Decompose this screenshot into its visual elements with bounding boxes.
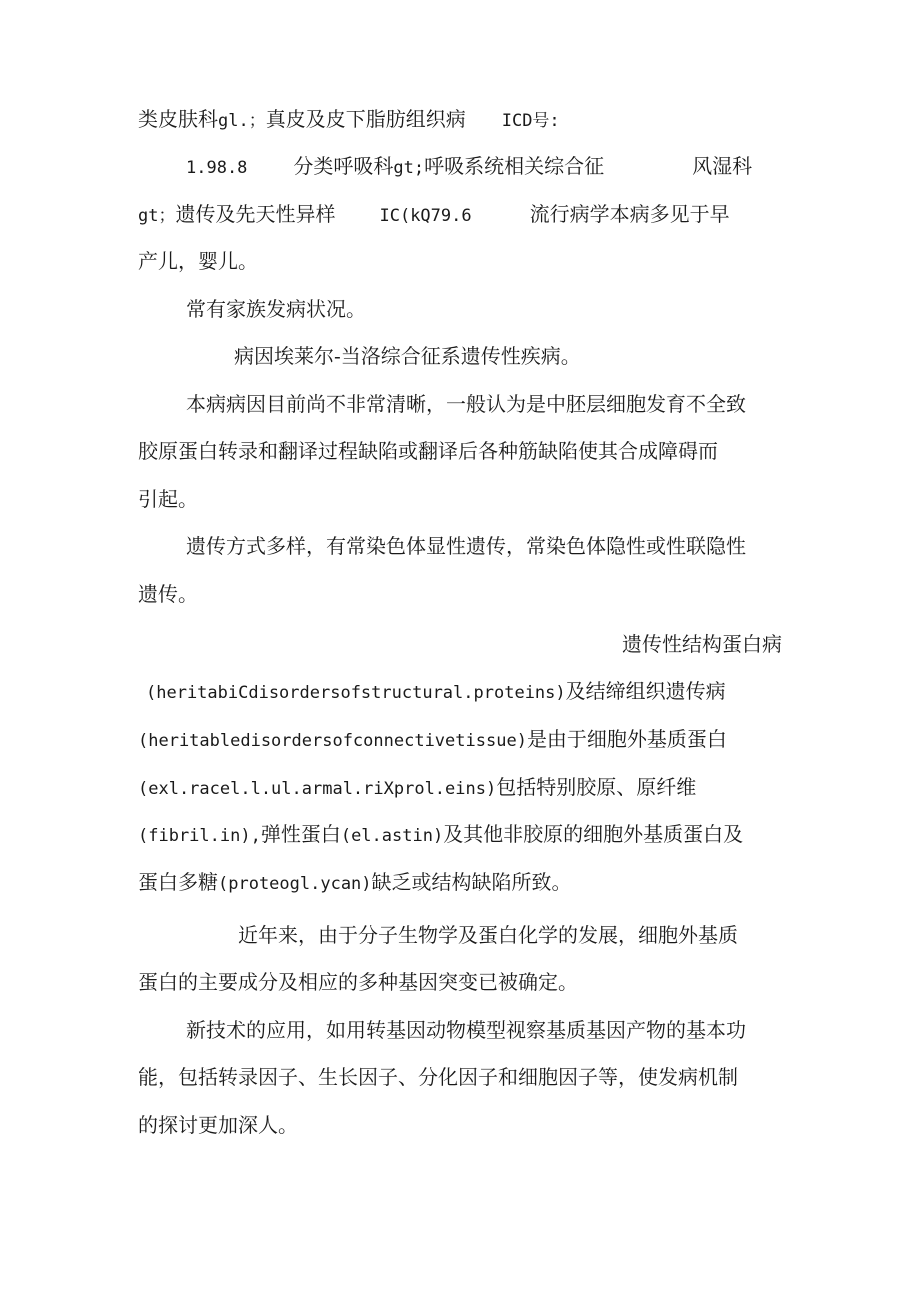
paragraph-line: 遗传方式多样，有常染色体显性遗传，常染色体隐性或性联隐性 xyxy=(186,534,746,558)
paragraph-line: 近年来，由于分子生物学及蛋白化学的发展，细胞外基质 xyxy=(238,923,738,947)
text-line-2 xyxy=(186,143,752,193)
text-segment: 及结缔组织遗传病 xyxy=(565,679,726,703)
paragraph-line: 蛋白的主要成分及相应的多种基因突变已被确定。 xyxy=(138,970,578,994)
paragraph-line xyxy=(138,811,743,861)
paragraph-line: 能，包括转录因子、生长因子、分化因子和细胞因子等，使发病机制 xyxy=(138,1065,738,1089)
text-segment: 是由于细胞外基质蛋白 xyxy=(526,727,727,751)
text-segment: 遗传及先天性异样 xyxy=(175,202,336,226)
english-term: (proteogl.ycan) xyxy=(218,874,372,894)
paragraph-line: 遗传性结构蛋白病 xyxy=(622,632,782,656)
paragraph-line: 的探讨更加深人。 xyxy=(138,1113,298,1137)
paragraph-line xyxy=(138,859,572,909)
text-segment: gt; xyxy=(393,158,425,178)
paragraph-line: 胶原蛋白转录和翻译过程缺陷或翻译后各种筋缺陷使其合成障碍而 xyxy=(138,439,718,463)
text-line-3 xyxy=(138,191,730,241)
paragraph-line: 常有家族发病状况。 xyxy=(186,297,366,321)
icd-label: ICD号: xyxy=(501,111,560,131)
english-term: (fibril.in), xyxy=(138,826,261,846)
icd-code: 1.98.8 xyxy=(186,158,248,178)
paragraph-line xyxy=(146,668,726,718)
text-segment: 缺乏或结构缺陷所致。 xyxy=(371,870,572,894)
paragraph-line: 遗传。 xyxy=(138,582,198,606)
english-term: (heritabiCdisordersofstructural.proteins) xyxy=(146,683,566,703)
text-segment: 蛋白多糖 xyxy=(138,870,218,894)
text-line-1 xyxy=(138,96,560,146)
paragraph-line: 病因埃莱尔-当洛综合征系遗传性疾病。 xyxy=(234,344,581,368)
text-segment: 风湿科 xyxy=(692,154,753,178)
text-line-4: 产儿，婴儿。 xyxy=(138,249,258,273)
english-term: (el.astin) xyxy=(340,826,444,846)
text-segment: 呼吸系统相关综合征 xyxy=(424,154,605,178)
paragraph-line: 本病病因目前尚不非常清晰，一般认为是中胚层细胞发育不全致 xyxy=(186,392,746,416)
english-term: (exl.racel.l.ul.armal.riXprol.eins) xyxy=(138,779,497,799)
text-segment: 包括特别胶原、原纤维 xyxy=(496,775,697,799)
paragraph-line xyxy=(138,764,696,814)
paragraph-line xyxy=(138,716,727,766)
icd-code: IC(kQ79.6 xyxy=(379,206,472,226)
text-segment: 分类呼吸科 xyxy=(293,154,394,178)
text-segment: gl.； xyxy=(218,111,266,131)
paragraph-line: 引起。 xyxy=(138,487,198,511)
text-segment: 流行病学本病多见于早 xyxy=(529,202,730,226)
text-segment: 及其他非胶原的细胞外基质蛋白及 xyxy=(443,822,744,846)
english-term: (heritabledisordersofconnectivetissue) xyxy=(138,731,527,751)
paragraph-line: 新技术的应用，如用转基因动物模型视察基质基因产物的基本功 xyxy=(186,1018,746,1042)
text-segment: 真皮及皮下脂肪组织病 xyxy=(265,107,466,131)
text-segment: 弹性蛋白 xyxy=(260,822,341,846)
text-segment: 类皮肤科 xyxy=(138,107,218,131)
text-segment: gt； xyxy=(138,206,176,226)
